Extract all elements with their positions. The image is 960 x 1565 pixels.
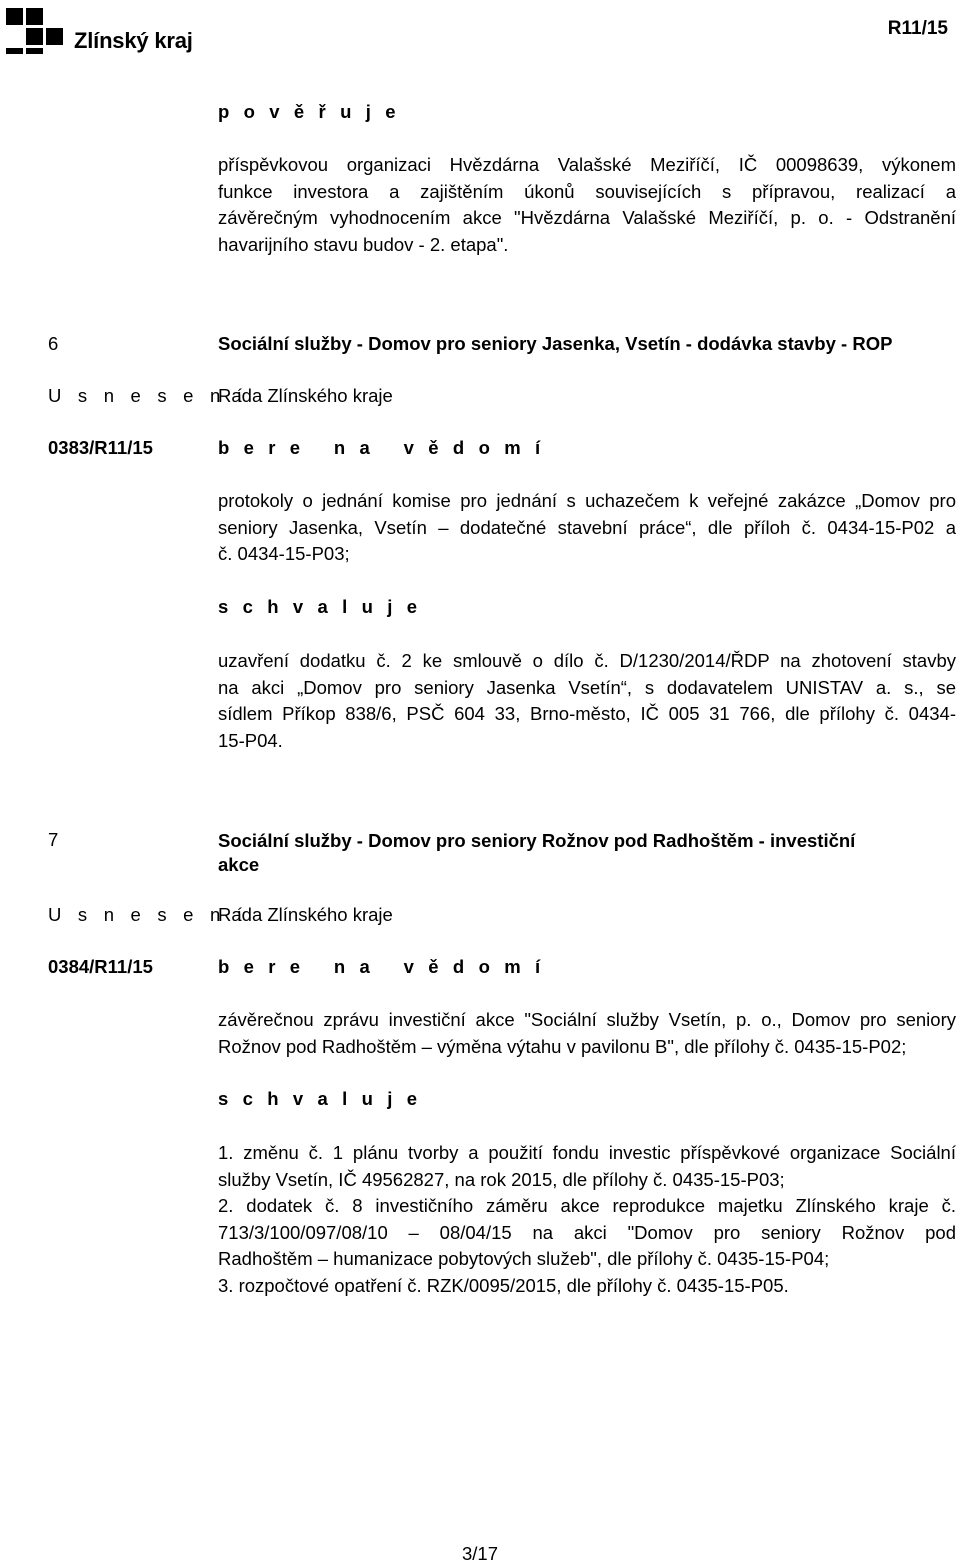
paragraph-line: sídlem Příkop 838/6, PSČ 604 33, Brno-město, IČ 005 31 766, dle přílohy č. 0434- bbox=[218, 703, 956, 724]
usneseni-label: U s n e s e n í bbox=[48, 385, 248, 406]
paragraph-line: seniory Jasenka, Vsetín – dodatečné stavební práce“, dle příloh č. 0434-15-P02 a bbox=[218, 516, 956, 538]
paragraph-line: na akci „Domov pro seniory Jasenka Vsetín“, s dodavatelem UNISTAV a. s., se bbox=[218, 676, 956, 698]
logo-square-icon bbox=[26, 48, 43, 54]
page-number: 3/17 bbox=[461, 1543, 498, 1564]
paragraph-line: příspěvkovou organizaci Hvězdárna Valašské Meziříčí, IČ 00098639, výkonem bbox=[218, 154, 956, 175]
paragraph-line: uzavření dodatku č. 2 ke smlouvě o dílo č. D/1230/2014/ŘDP na zhotovení stavby bbox=[218, 650, 956, 671]
paragraph-line: č. 0434-15-P03; bbox=[218, 543, 350, 564]
item-title bbox=[218, 829, 855, 877]
verb-bere-na-vedomi: b e r e n a v ě d o m í bbox=[218, 437, 545, 458]
logo-text: Zlínský kraj bbox=[74, 28, 193, 53]
logo-square-icon bbox=[26, 8, 43, 25]
paragraph-line: Rožnov pod Radhoštěm – výměna výtahu v pavilonu B", dle přílohy č. 0435-15-P02; bbox=[218, 1035, 907, 1057]
paragraph-line: 2. dodatek č. 8 investičního záměru akce reprodukce majetku Zlínského kraje č. bbox=[218, 1195, 956, 1216]
resolution-text bbox=[218, 488, 956, 568]
paragraph-line: 3. rozpočtové opatření č. RZK/0095/2015, dle přílohy č. 0435-15-P05. bbox=[218, 1274, 789, 1296]
council-name: Rada Zlínského kraje bbox=[218, 904, 393, 925]
resolution-id: 0384/R11/15 bbox=[48, 956, 153, 977]
intro-verb: p o v ě ř u j e bbox=[218, 101, 401, 122]
item-title: Sociální služby - Domov pro seniory Jasenka, Vsetín - dodávka stavby - ROP bbox=[218, 333, 893, 354]
paragraph-line: 15-P04. bbox=[218, 729, 283, 751]
logo-square-icon bbox=[46, 28, 63, 45]
resolution-text bbox=[218, 1007, 956, 1060]
title-line: akce bbox=[218, 854, 260, 875]
paragraph-line: služby Vsetín, IČ 49562827, na rok 2015, dle přílohy č. 0435-15-P03; bbox=[218, 1168, 785, 1190]
title-line: Sociální služby - Domov pro seniory Rožnov pod Radhoštěm - investiční bbox=[218, 830, 856, 851]
paragraph-line: protokoly o jednání komise pro jednání s uchazečem k veřejné zakázce „Domov pro bbox=[218, 490, 956, 511]
paragraph-line: 1. změnu č. 1 plánu tvorby a použití fondu investic příspěvkové organizace Sociální bbox=[218, 1142, 956, 1163]
paragraph-line: závěrečnou zprávu investiční akce "Sociální služby Vsetín, p. o., Domov pro seniory bbox=[218, 1009, 956, 1030]
resolution-text bbox=[218, 648, 956, 754]
logo-square-icon bbox=[6, 8, 23, 25]
logo-square-icon bbox=[26, 28, 43, 45]
usneseni-label: U s n e s e n í bbox=[48, 904, 248, 925]
resolution-text bbox=[218, 1140, 956, 1299]
document-code: R11/15 bbox=[887, 18, 948, 39]
paragraph-line: havarijního stavu budov - 2. etapa". bbox=[218, 233, 509, 255]
paragraph-line: závěrečným vyhodnocením akce "Hvězdárna Valašské Meziříčí, p. o. - Odstranění bbox=[218, 207, 956, 228]
resolution-id: 0383/R11/15 bbox=[48, 437, 153, 458]
council-name: Rada Zlínského kraje bbox=[218, 385, 393, 406]
intro-paragraph bbox=[218, 152, 956, 258]
verb-schvaluje: s c h v a l u j e bbox=[218, 596, 422, 617]
item-number: 6 bbox=[48, 333, 59, 354]
verb-schvaluje: s c h v a l u j e bbox=[218, 1088, 422, 1109]
verb-bere-na-vedomi: b e r e n a v ě d o m í bbox=[218, 956, 545, 977]
paragraph-line: funkce investora a zajištěním úkonů souvisejících s přípravou, realizací a bbox=[218, 180, 956, 202]
paragraph-line: Radhoštěm – humanizace pobytových služeb", dle přílohy č. 0435-15-P04; bbox=[218, 1248, 830, 1269]
item-number: 7 bbox=[48, 829, 59, 850]
logo-square-icon bbox=[6, 48, 23, 54]
paragraph-line: 713/3/100/097/08/10 – 08/04/15 na akci "Domov pro seniory Rožnov pod bbox=[218, 1221, 956, 1243]
